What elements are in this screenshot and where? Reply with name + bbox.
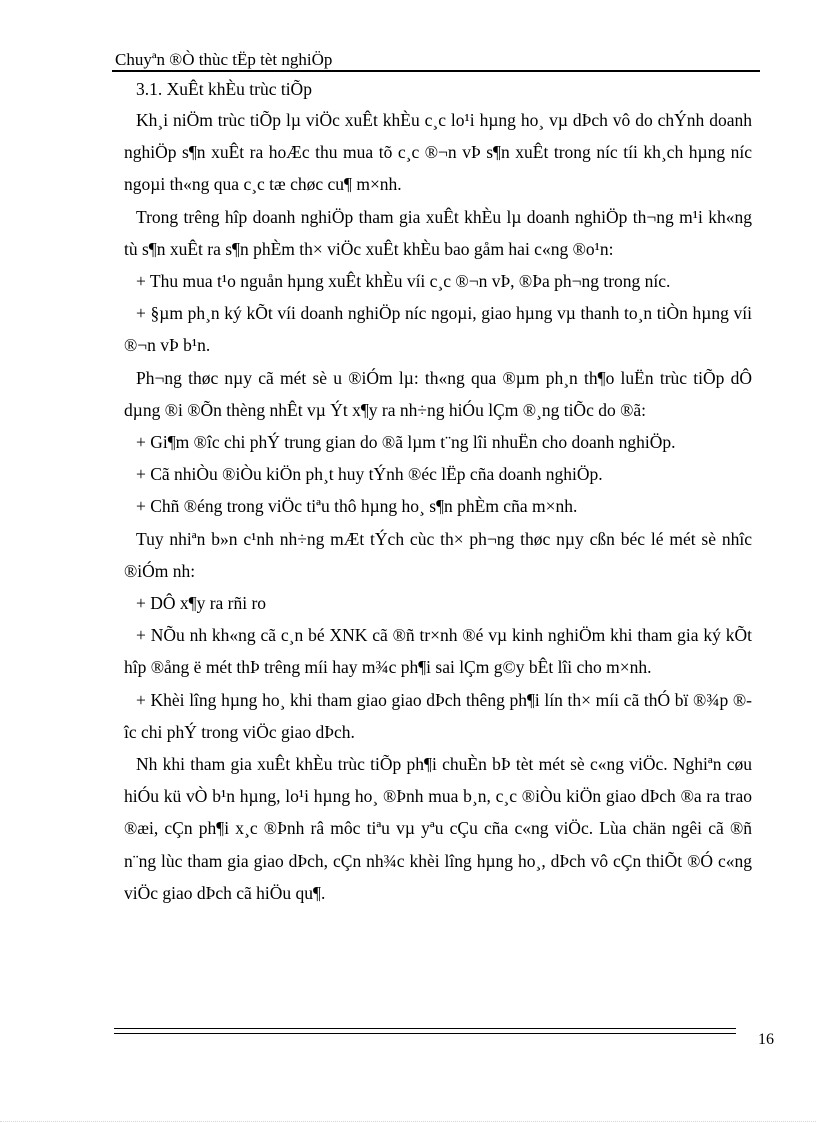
page-bottom-border <box>0 1121 816 1122</box>
bullet-item: + NÕu nh kh«ng cã c¸n bé XNK cã ®ñ tr×nh ®é vµ kinh nghiÖm khi tham gia ký kÕt hîp ®ång ë mét thÞ trêng míi hay m¾c ph¶i sai lÇm g©y bÊt lîi cho m×nh. <box>124 625 752 678</box>
bullet-item: + DÔ x¶y ra rñi ro <box>136 593 267 614</box>
bullet-item: + Chñ ®éng trong viÖc tiªu thô hµng ho¸ s¶n phÈm cña m×nh. <box>136 496 578 517</box>
page-body <box>124 74 752 909</box>
page-number: 16 <box>758 1031 774 1048</box>
bullet-item: + Cã nhiÒu ®iÒu kiÖn ph¸t huy tÝnh ®éc lËp cña doanh nghiÖp. <box>136 464 603 485</box>
paragraph: Tuy nhiªn b»n c¹nh nh÷ng mÆt tÝch cùc th× ph¬ng thøc nµy cßn béc lé mét sè nhîc ®iÓm nh: <box>124 528 752 581</box>
section-heading: 3.1. XuÊt khÈu trùc tiÕp <box>136 79 312 99</box>
bullet-item: + Khèi lîng hµng ho¸ khi tham giao giao dÞch thêng ph¶i lín th× míi cã thÓ bï ®¾p ®îc chi phÝ trong viÖc giao dÞch. <box>124 689 752 742</box>
bullet-item: + §µm ph¸n ký kÕt víi doanh nghiÖp níc ngoµi, giao hµng vµ thanh to¸n tiÒn hµng víi ®¬n vÞ b¹n. <box>124 303 752 356</box>
bullet-item: + Thu mua t¹o nguån hµng xuÊt khÈu víi c¸c ®¬n vÞ, ®Þa ph¬ng trong níc. <box>136 271 671 292</box>
paragraph: Kh¸i niÖm trùc tiÕp lµ viÖc xuÊt khÈu c¸c lo¹i hµng ho¸ vµ dÞch vô do chÝnh doanh nghiÖp s¶n xuÊt ra hoÆc thu mua tõ c¸c ®¬n vÞ s¶n xuÊt trong níc tíi kh¸ch hµng níc ngoµi th«ng qua c¸c tæ chøc cu¶ m×nh. <box>124 110 752 195</box>
paragraph: Ph¬ng thøc nµy cã mét sè u ®iÓm lµ: th«ng qua ®µm ph¸n th¶o luËn trùc tiÕp dÔ dµng ®i ®Õn thèng nhÊt vµ Ýt x¶y ra nh÷ng hiÓu lÇm ®¸ng tiÕc do ®ã: <box>124 367 752 420</box>
page-header: Chuyªn ®Ò thùc tËp tèt nghiÖp <box>115 50 333 69</box>
header-rule <box>112 70 760 72</box>
footer-rule <box>114 1028 736 1034</box>
paragraph: Trong trêng hîp doanh nghiÖp tham gia xuÊt khÈu lµ doanh nghiÖp th¬ng m¹i kh«ng tù s¶n xuÊt ra s¶n phÈm th× viÖc xuÊt khÈu bao gåm hai c«ng ®o¹n: <box>124 206 752 259</box>
bullet-item: + Gi¶m ®îc chi phÝ trung gian do ®ã lµm t¨ng lîi nhuËn cho doanh nghiÖp. <box>136 432 676 453</box>
paragraph: Nh khi tham gia xuÊt khÈu trùc tiÕp ph¶i chuÈn bÞ tèt mét sè c«ng viÖc. Nghiªn cøu hiÓu kü vÒ b¹n hµng, lo¹i hµng ho¸ ®Þnh mua b¸n, c¸c ®iÒu kiÖn giao dÞch ®a ra trao ®æi, cÇn ph¶i x¸c ®Þnh râ môc tiªu vµ yªu cÇu cña c«ng viÖc. Lùa chän ngêi cã ®ñ n¨ng lùc tham gia giao dÞch, cÇn nh¾c khèi lîng hµng ho¸, dÞch vô cÇn thiÕt ®Ó c«ng viÖc giao dÞch cã hiÖu qu¶. <box>124 754 752 903</box>
